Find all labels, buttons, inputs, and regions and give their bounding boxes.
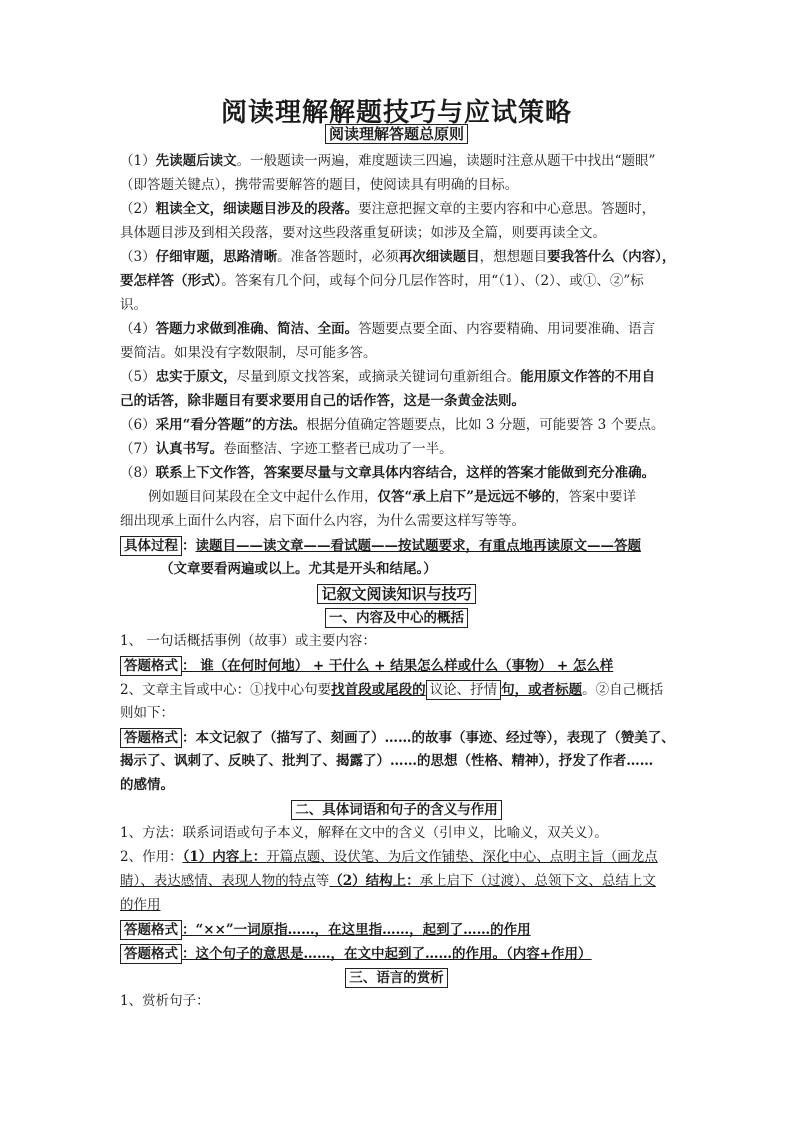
text-span: 仔细审题，思路清晰 [155, 249, 278, 265]
function-line-1 [120, 848, 658, 866]
paragraph-8 [120, 464, 655, 482]
item-1-summary [120, 632, 376, 650]
paragraph-5-line-2 [120, 392, 525, 410]
text-span: 尽量到原文找答案，或摘录关键词句重新组合。 [236, 369, 521, 385]
section-heading-principles [0, 124, 793, 144]
text-span: ： 谁（在何时何地） + 干什么 + 结果怎么样或什么（事物） + 怎么样 [182, 658, 614, 674]
section-heading-narrative [0, 584, 793, 604]
process-note [160, 560, 437, 578]
text-span: （4） [120, 321, 156, 337]
text-span: ：这个句子的意思是……，在文中起到了……的作用。（内容+作用） [182, 946, 592, 962]
function-line-2 [120, 872, 656, 890]
text-span: （文章要看两遍或以上。尤其是开头和结尾。） [160, 561, 437, 577]
page-title: 阅读理解解题技巧与应试策略 [220, 98, 572, 128]
text-span: 要怎样答（形式） [120, 273, 222, 289]
process-line [120, 536, 641, 556]
text-span: 认真书写。 [155, 441, 224, 457]
text-span: ，想想题目 [479, 249, 548, 265]
paragraph-1-line-1 [120, 152, 655, 170]
text-span: 开篇点题、设伏笔、为后文作铺垫、深化中心、点明主旨（画龙点 [266, 849, 658, 865]
paragraph-1-line-2 [120, 176, 518, 194]
item-appreciate [120, 992, 210, 1010]
subheading-meaning [0, 800, 793, 820]
text-span: 2、作用： [120, 849, 183, 865]
paragraph-2-line-2 [120, 224, 606, 242]
text-span: 三、语言的赏析 [345, 968, 448, 988]
text-span: 的作用 [120, 897, 161, 913]
text-span: 联系上下文作答，答案要尽量与文章具体内容结合，这样的答案才能做到充分准确。 [155, 465, 656, 481]
function-line-3 [120, 896, 161, 914]
text-span: 答题要点要全面、内容要精确、用词要准确、语言 [358, 321, 656, 337]
text-span: 二、具体词语和句子的含义与作用 [291, 800, 502, 820]
text-span: 阅读理解答题总原则 [325, 124, 468, 144]
text-span: ： [182, 538, 196, 554]
text-span: （7） [120, 441, 156, 457]
text-span: 仅答“承上启下”是远远不够的 [377, 489, 556, 505]
text-span: 揭示了、讽刺了、反映了、批判了、揭露了）……的思想（性格、精神），抒发了作者…… [120, 753, 654, 769]
text-span: 找首段或尾段的 [331, 682, 426, 698]
format-2-line-2 [120, 752, 653, 770]
text-span: 具体题目涉及到相关段落，要对这些段落重复研读；如涉及全篇，则要再读全文。 [120, 225, 606, 241]
text-span: （1）内容上： [182, 849, 267, 865]
text-span: 己的话答，除非题目有要求要用自己的话作答，这是一条黄金法则。 [120, 393, 525, 409]
text-span: 要注意把握文章的主要内容和中心意思。答题时， [358, 201, 656, 217]
paragraph-5-line-1 [120, 368, 655, 386]
text-span: （8） [120, 465, 156, 481]
paragraph-9-line-2 [120, 512, 525, 530]
format-label: 答题格式 [120, 656, 182, 676]
paragraph-9-line-1 [148, 488, 636, 506]
process-steps: 读题目——读文章——看试题——按试题要求，有重点地再读原文——答题 [195, 538, 641, 554]
format-label: 答题格式 [120, 728, 182, 748]
text-span: 议论、抒情 [426, 680, 502, 700]
paragraph-2-line-1 [120, 200, 655, 218]
text-span: 。一般题读一两遍，难度题读三四遍，读题时注意从题干中找出“题眼” [236, 153, 656, 169]
text-span: （5） [120, 369, 156, 385]
text-span: 承上启下（过渡）、总领下文、总结上文 [419, 873, 656, 889]
text-span: （2） [120, 201, 156, 217]
item-2-theme-line-1 [120, 680, 663, 700]
text-span: 睛）、表达感情、表现人物的特点 [120, 873, 316, 889]
format-4 [120, 944, 592, 964]
text-span: 记叙文阅读知识与技巧 [317, 584, 475, 604]
method-line [120, 824, 608, 842]
paragraph-3-line-3 [120, 296, 147, 314]
text-span: ：本文记叙了（描写了、刻画了）……的故事（事迹、经过等），表现了（赞美了、 [182, 730, 675, 746]
format-3 [120, 920, 531, 940]
process-label: 具体过程 [120, 536, 182, 556]
text-span: 要我答什么（内容）， [547, 249, 676, 265]
text-span: 。②自己概括 [582, 682, 664, 698]
text-span: （2）结构上： [329, 873, 420, 889]
item-2-theme-line-2 [120, 704, 174, 722]
text-span: 答题力求做到准确、简洁、全面。 [155, 321, 359, 337]
text-span: （1） [120, 153, 156, 169]
format-label: 答题格式 [120, 944, 182, 964]
text-span: 识。 [120, 297, 147, 313]
format-1 [120, 656, 613, 676]
paragraph-7 [120, 440, 453, 458]
paragraph-3-line-1 [120, 248, 675, 266]
text-span: 粗读全文，细读题目涉及的段落。 [155, 201, 359, 217]
text-span: 1、方法：联系词语或句子本义，解释在文中的含义（引申义，比喻义，双关义）。 [120, 825, 608, 841]
text-span: 细出现承上面什么内容，启下面什么内容，为什么需要这样写等等。 [120, 513, 525, 529]
text-span: 1、 一句话概括事例（故事）或主要内容： [120, 633, 376, 649]
text-span: 要简洁。如果没有字数限制，尽可能多答。 [120, 345, 377, 361]
text-span: 1、赏析句子： [120, 993, 210, 1009]
paragraph-4-line-2 [120, 344, 377, 362]
format-2-line-3 [120, 776, 174, 794]
text-span: （3） [120, 249, 156, 265]
text-span: 的感情。 [120, 777, 174, 793]
text-span: 卷面整洁、字迹工整者已成功了一半。 [223, 441, 453, 457]
text-span: 采用“看分答题”的方法。 [155, 417, 307, 433]
text-span: （即答题关键点），携带需要解答的题目，使阅读具有明确的目标。 [120, 177, 519, 193]
text-span: ，答案中要详 [555, 489, 637, 505]
text-span: 先读题后读文 [155, 153, 237, 169]
text-span: （6） [120, 417, 156, 433]
text-span: 能用原文作答的不用自 [520, 369, 656, 385]
format-label: 答题格式 [120, 920, 182, 940]
paragraph-3-line-2 [120, 272, 644, 290]
text-span: 忠实于原文， [155, 369, 237, 385]
text-span: 根据分值确定答题要点，比如 3 分题，可能要答 3 个要点。 [306, 417, 665, 433]
text-span: 等 [315, 873, 330, 889]
text-span: 例如题目问某段在全文中起什么作用， [148, 489, 378, 505]
text-span: 。答案有几个问，或每个问分几层作答时，用“（1）、（2）、或①、②”标 [221, 273, 644, 289]
paragraph-4-line-1 [120, 320, 655, 338]
text-span: 再次细读题目 [398, 249, 480, 265]
paragraph-6 [120, 416, 664, 434]
text-span: 2、文章主旨或中心：①找中心句要 [120, 682, 332, 698]
subheading-language [0, 968, 793, 988]
subheading-summary [0, 608, 793, 628]
format-2-line-1 [120, 728, 675, 748]
text-span: 则如下： [120, 705, 174, 721]
text-span: ：“××”一词原指……，在这里指……，起到了……的作用 [182, 922, 531, 938]
text-span: 一、内容及中心的概括 [325, 608, 468, 628]
text-span: 。准备答题时，必须 [277, 249, 399, 265]
text-span: 句，或者标题 [501, 682, 583, 698]
